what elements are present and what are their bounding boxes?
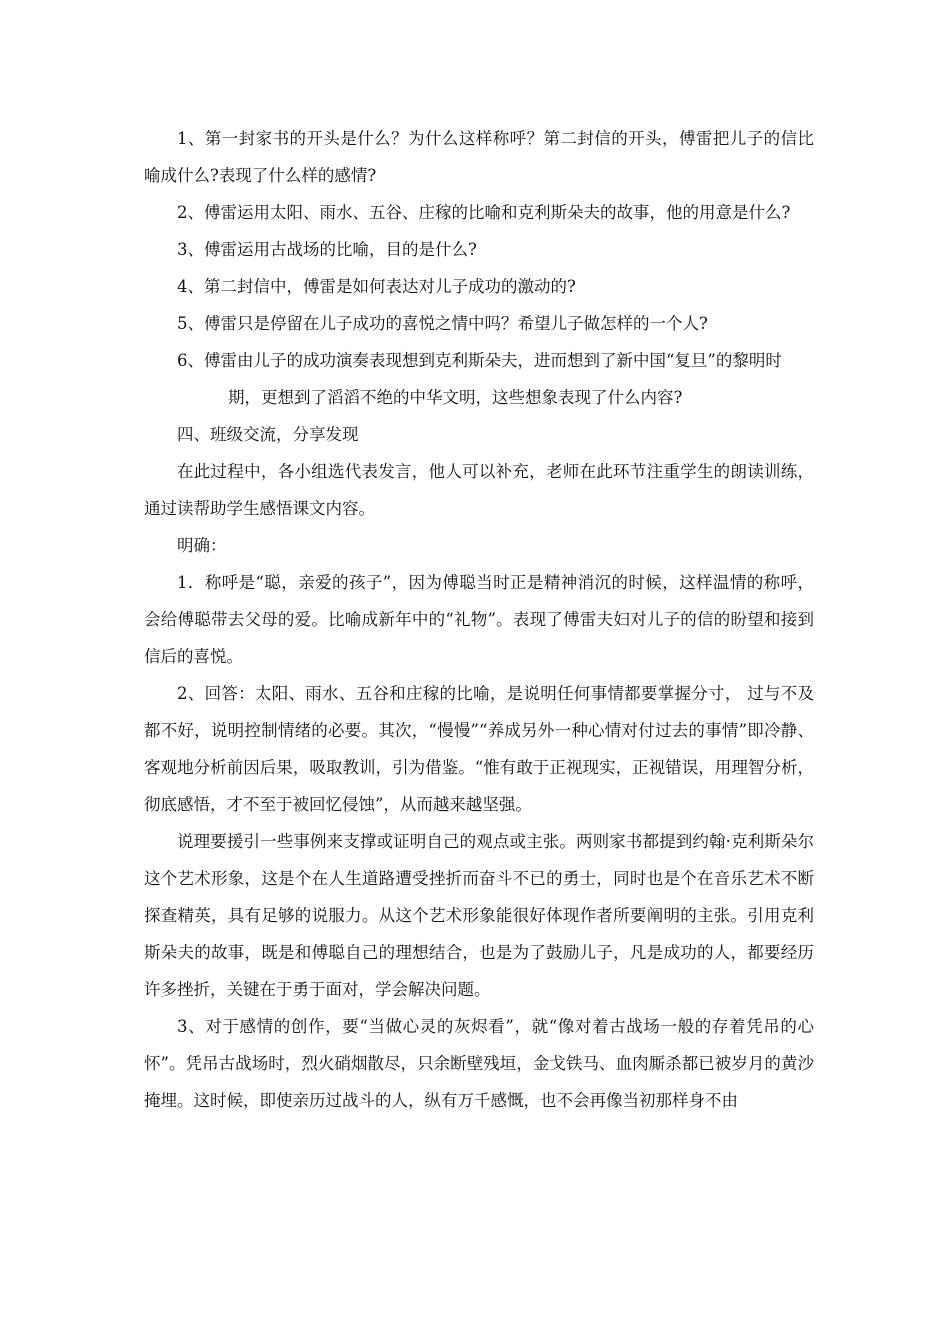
answer-3: 3、对于感情的创作，要“当做心灵的灰烬看”，就“像对着古战场一般的存着凭吊的心怀”。凭吊古战场时，烈火硝烟散尽，只余断壁残垣，金戈铁马、血肉厮杀都已被岁月的黄沙掩埋。这时候，即使亲历过战斗的人，纵有万千感慨，也不会再像当初那样身不由 [144,1017,814,1110]
answer-1: 1．称呼是“聪，亲爱的孩子”，因为傅聪当时正是精神消沉的时候，这样温情的称呼，会给傅聪带去父母的爱。比喻成新年中的“礼物”。表现了傅雷夫妇对儿子的信的盼望和接到信后的喜悦。 [144,573,814,666]
question-3: 3、傅雷运用古战场的比喻，目的是什么? [177,240,477,259]
section-text: 在此过程中，各小组选代表发言，他人可以补充，老师在此环节注重学生的朗读训练，通过读帮助学生感悟课文内容。 [144,462,814,518]
section-heading: 四、班级交流，分享发现 [177,425,359,444]
question-6-continuation: 期，更想到了滔滔不绝的中华文明，这些想象表现了什么内容? [228,388,683,407]
document-body [144,120,814,1119]
question-2: 2、傅雷运用太阳、雨水、五谷、庄稼的比喻和克利斯朵夫的故事，他的用意是什么? [177,203,791,222]
answer-2: 2、回答：太阳、雨水、五谷和庄稼的比喻，是说明任何事情都要掌握分寸， 过与不及都不好，说明控制情绪的必要。其次，“慢慢”“养成另外一种心情对付过去的事情”即冷静、客观地分析前因后果，吸取教训，引为借鉴。“惟有敢于正视现实，正视错误，用理智分析，彻底感悟，才不至于被回忆侵蚀”，从而越来越坚强。 [144,684,814,814]
clarify-label: 明确： [177,536,227,555]
question-4: 4、第二封信中，傅雷是如何表达对儿子成功的激动的? [177,277,576,296]
answer-2-extended: 说理要援引一些事例来支撑或证明自己的观点或主张。两则家书都提到约翰·克利斯朵尔这个艺术形象，这是个在人生道路遭受挫折而奋斗不已的勇士，同时也是个在音乐艺术不断探查精英，具有足够的说服力。从这个艺术形象能很好体现作者所要阐明的主张。引用克利斯朵夫的故事，既是和傅聪自己的理想结合，也是为了鼓励儿子，凡是成功的人，都要经历许多挫折，关键在于勇于面对，学会解决问题。 [144,832,814,999]
question-1: 1、第一封家书的开头是什么？为什么这样称呼？第二封信的开头，傅雷把儿子的信比喻成什么?表现了什么样的感情? [144,129,814,185]
question-6: 6、傅雷由儿子的成功演奏表现想到克利斯朵夫，进而想到了新中国“复旦”的黎明时 [177,351,782,370]
question-5: 5、傅雷只是停留在儿子成功的喜悦之情中吗？希望儿子做怎样的一个人? [177,314,708,333]
